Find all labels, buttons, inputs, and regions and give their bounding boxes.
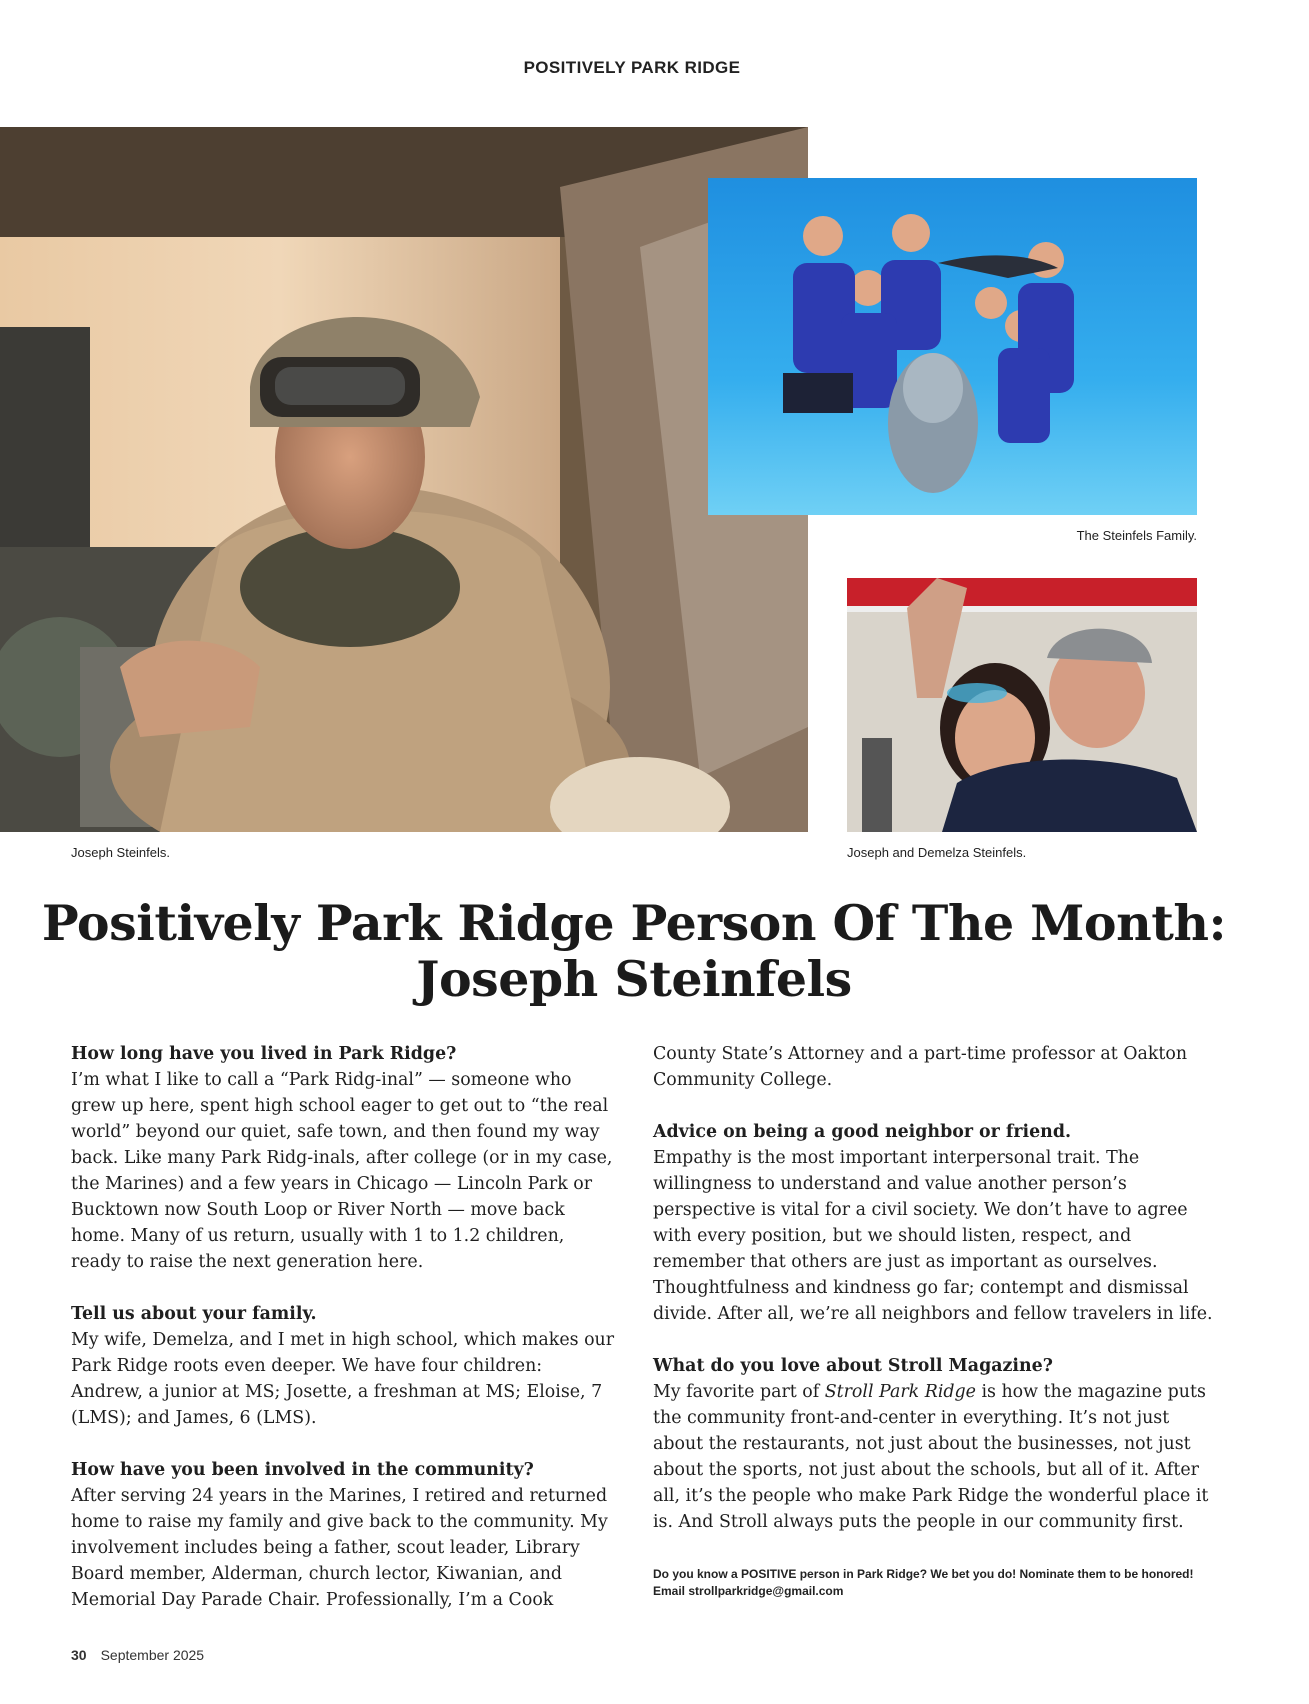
nomination-prompt: Do you know a POSITIVE person in Park Ridge? We bet you do! Nominate them to be honored! xyxy=(653,1567,1194,1581)
question-heading: Tell us about your family. xyxy=(71,1304,317,1324)
article-title xyxy=(40,895,1228,1007)
answer-text-part: is how the magazine puts the community front-and-center in everything. It’s not just about the restaurants, not just about the businesses, not just about the sports, not just about the schools, but all of it. After all, it’s the people who make Park Ridge the wonderful place it is. And Stroll always puts the people in our community first. xyxy=(653,1382,1209,1532)
magazine-name: Stroll Park Ridge xyxy=(824,1382,976,1402)
qa-block-community xyxy=(71,1457,616,1613)
question-heading: What do you love about Stroll Magazine? xyxy=(653,1356,1053,1376)
page-footer xyxy=(71,1647,204,1663)
answer-text: Empathy is the most important interpersonal trait. The willingness to understand and value another person’s perspective is vital for a civil society. We don’t have to agree with every position, but we should listen, respect, and remember that others are just as important as ourselves. Thoughtfulness and kindness go far; contempt and dismissal divide. After all, we’re all neighbors and fellow travelers in life. xyxy=(653,1148,1213,1324)
qa-block-community-continued xyxy=(653,1041,1213,1093)
qa-block-stroll-magazine xyxy=(653,1353,1213,1535)
question-heading: How long have you lived in Park Ridge? xyxy=(71,1044,457,1064)
answer-text: My wife, Demelza, and I met in high school, which makes our Park Ridge roots even deeper. We have four children: Andrew, a junior at MS; Josette, a freshman at MS; Eloise, 7 (LMS); and James, 6 (LMS). xyxy=(71,1330,615,1428)
question-heading: How have you been involved in the community? xyxy=(71,1460,534,1480)
answer-text: County State’s Attorney and a part-time professor at Oakton Community College. xyxy=(653,1044,1188,1090)
qa-block-neighbor-advice xyxy=(653,1119,1213,1327)
page-number: 30 xyxy=(71,1647,87,1663)
article-title-line-1: Positively Park Ridge Person Of The Month: xyxy=(41,894,1227,952)
article-column-right xyxy=(653,1041,1213,1561)
photo-joseph-and-demelza xyxy=(847,578,1197,832)
photo-joseph-steinfels xyxy=(0,127,808,832)
photo-caption-family: The Steinfels Family. xyxy=(1076,528,1197,543)
qa-block-family xyxy=(71,1301,616,1431)
answer-text xyxy=(653,1379,1213,1535)
qa-block-residence xyxy=(71,1041,616,1275)
answer-text-part: My favorite part of xyxy=(653,1382,825,1402)
article-title-line-2: Joseph Steinfels xyxy=(416,950,852,1008)
answer-text: I’m what I like to call a “Park Ridg-inal” — someone who grew up here, spent high school eager to get out to “the real world” beyond our quiet, safe town, and then found my way back. Like many Park Ridg-inals, after college (or in my case, the Marines) and a few years in Chicago — Lincoln Park or Bucktown now South Loop or River North — move back home. Many of us return, usually with 1 to 1.2 children, ready to raise the next generation here. xyxy=(71,1070,613,1272)
nomination-note xyxy=(653,1566,1213,1600)
section-header: POSITIVELY PARK RIDGE xyxy=(523,58,741,77)
article-column-left xyxy=(71,1041,616,1639)
photo-caption-main: Joseph Steinfels. xyxy=(71,845,171,860)
answer-text: After serving 24 years in the Marines, I retired and returned home to raise my family and give back to the community. My involvement includes being a father, scout leader, Library Board member, Alderman, church lector, Kiwanian, and Memorial Day Parade Chair. Professionally, I’m a Cook xyxy=(71,1486,608,1610)
nomination-email: Email strollparkridge@gmail.com xyxy=(653,1584,844,1598)
issue-date: September 2025 xyxy=(100,1647,205,1663)
photo-caption-couple: Joseph and Demelza Steinfels. xyxy=(847,845,1027,860)
photo-steinfels-family xyxy=(708,178,1197,515)
question-heading: Advice on being a good neighbor or friend. xyxy=(653,1122,1072,1142)
